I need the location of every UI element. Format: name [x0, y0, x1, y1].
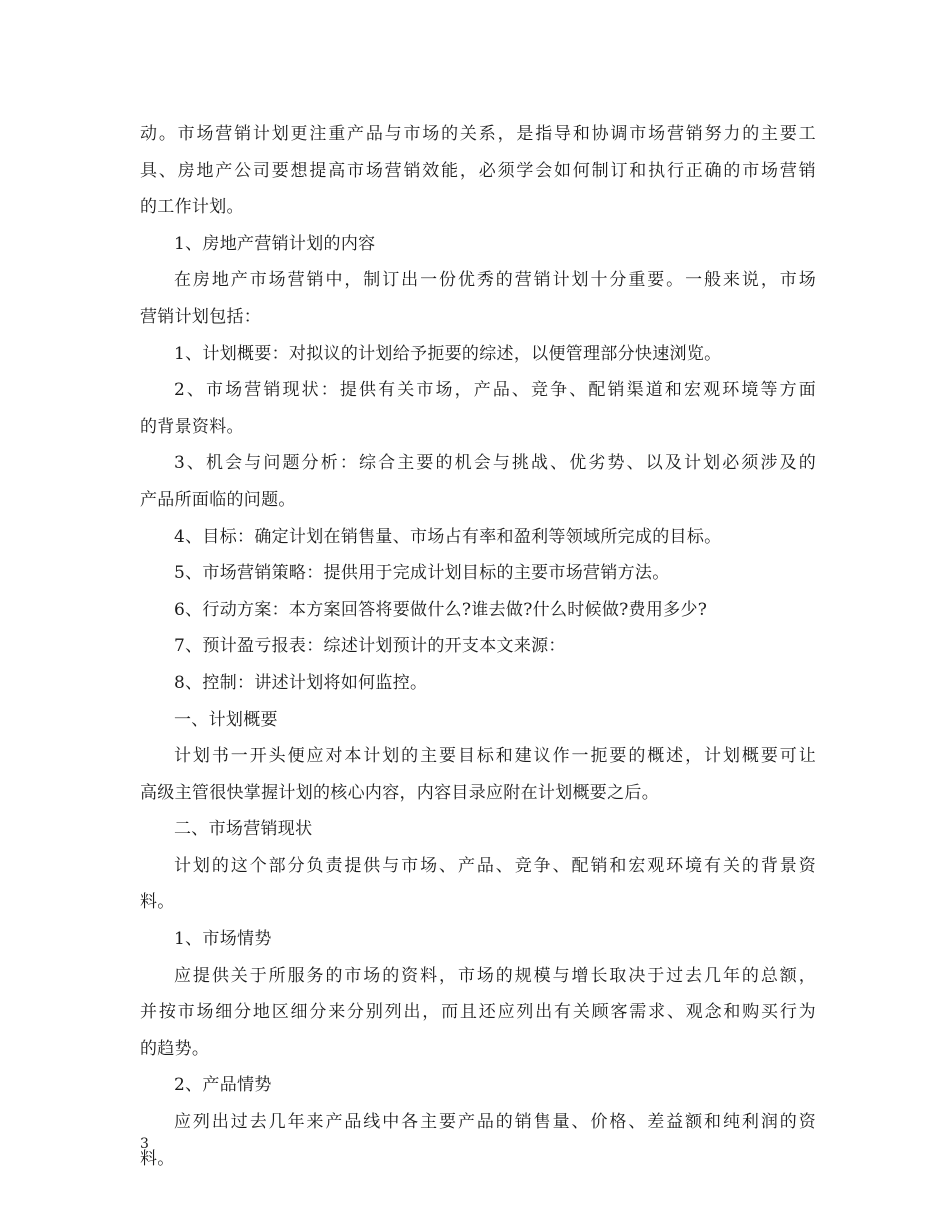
- text-line: 营销计划包括：: [140, 306, 262, 327]
- text-line: 4、目标：确定计划在销售量、市场占有率和盈利等领域所完成的目标。: [174, 526, 722, 547]
- text-line: 计划的这个部分负责提供与市场、产品、竞争、配销和宏观环境有关的背景资: [174, 855, 816, 876]
- text-line: 的趋势。: [140, 1038, 210, 1059]
- text-line: 1、计划概要：对拟议的计划给予扼要的综述，以便管理部分快速浏览。: [174, 343, 722, 364]
- text-line: 应提供关于所服务的市场的资料，市场的规模与增长取决于过去几年的总额，: [174, 965, 816, 986]
- text-line: 8、控制：讲述计划将如何监控。: [174, 672, 428, 693]
- text-line: 应列出过去几年来产品线中各主要产品的销售量、价格、差益额和纯利润的资: [174, 1112, 816, 1133]
- text-line: 料。: [140, 892, 175, 913]
- text-line: 动。市场营销计划更注重产品与市场的关系，是指导和协调市场营销努力的主要工: [140, 124, 816, 144]
- text-line: 3、机会与问题分析：综合主要的机会与挑战、优劣势、以及计划必须涉及的: [174, 453, 816, 474]
- text-line: 7、预计盈亏报表：综述计划预计的开支本文来源：: [174, 636, 566, 657]
- text-line: 并按市场细分地区细分来分别列出，而且还应列出有关顾客需求、观念和购买行为: [140, 1002, 816, 1023]
- text-line: 的工作计划。: [140, 197, 244, 218]
- text-line: 的背景资料。: [140, 416, 244, 437]
- text-line: 1、市场情势: [174, 929, 272, 950]
- text-line: 5、市场营销策略：提供用于完成计划目标的主要市场营销方法。: [174, 563, 670, 584]
- text-line: 料。: [140, 1148, 175, 1169]
- text-line: 具、房地产公司要想提高市场营销效能，必须学会如何制订和执行正确的市场营销: [140, 160, 816, 181]
- text-line: 2、市场营销现状：提供有关市场，产品、竞争、配销渠道和宏观环境等方面: [174, 380, 816, 401]
- text-line: 1、房地产营销计划的内容: [174, 233, 376, 254]
- text-line: 产品所面临的问题。: [140, 489, 296, 510]
- text-line: 一、计划概要: [174, 709, 278, 730]
- text-line: 6、行动方案：本方案回答将要做什么?谁去做?什么时候做?费用多少?: [174, 599, 708, 620]
- page-number: 3: [140, 1136, 149, 1152]
- text-line: 在房地产市场营销中，制订出一份优秀的营销计划十分重要。一般来说，市场: [174, 270, 816, 291]
- text-line: 计划书一开头便应对本计划的主要目标和建议作一扼要的概述，计划概要可让: [174, 746, 816, 767]
- text-line: 高级主管很快掌握计划的核心内容，内容目录应附在计划概要之后。: [140, 782, 659, 803]
- text-line: 二、市场营销现状: [174, 819, 313, 840]
- text-line: 2、产品情势: [174, 1075, 272, 1096]
- document-body: [140, 116, 816, 1177]
